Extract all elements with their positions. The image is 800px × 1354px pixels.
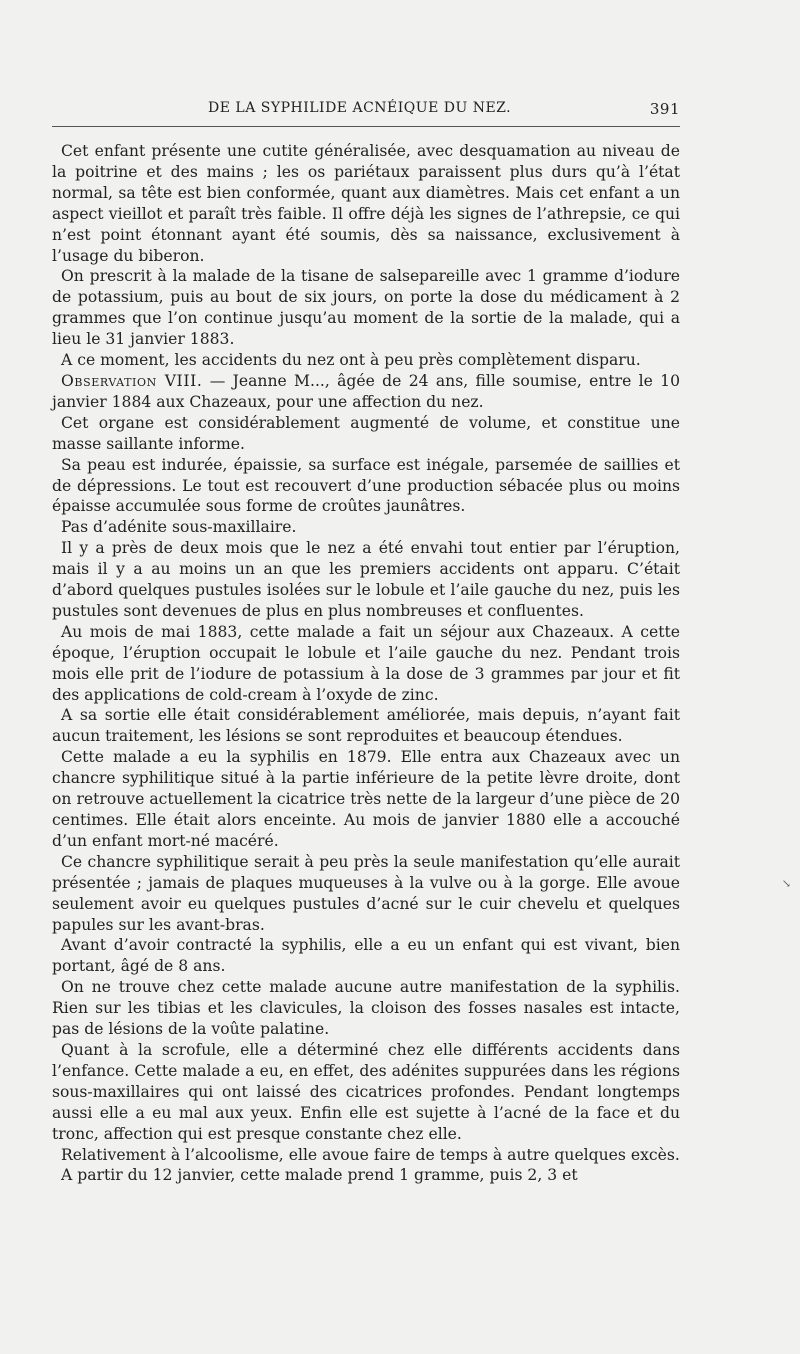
paragraph: On prescrit à la malade de la tisane de salsepareille avec 1 gramme d’iodure de potassium, puis au bout de six jours, on porte la dose du médicament à 2 grammes que l’on continue jusqu’au moment de la sortie de la malade, qui a lieu le 31 janvier 1883.: [52, 267, 680, 349]
paragraph: A partir du 12 janvier, cette malade prend 1 gramme, puis 2, 3 et: [61, 1166, 578, 1185]
observation-text: — Jeanne M..., âgée de 24 ans, fille soumise, entre le 10 janvier 1884 aux Chazeaux, pour une affection du nez.: [52, 371, 681, 411]
observation-heading: Observation VIII.: [61, 371, 203, 390]
paragraph: Cette malade a eu la syphilis en 1879. Elle entra aux Chazeaux avec un chancre syphilitique situé à la partie inférieure de la petite lèvre droite, dont on retrouve actuellement la cicatrice très nette de la largeur d’une pièce de 20 centimes. Elle était alors enceinte. Au mois de janvier 1880 elle a accouché d’un enfant mort-né macéré.: [52, 748, 680, 850]
paragraph: Cet organe est considérablement augmenté de volume, et constitue une masse saillante informe.: [52, 413, 680, 453]
paragraph: Il y a près de deux mois que le nez a été envahi tout entier par l’éruption, mais il y a au moins un an que les premiers accidents ont apparu. C’était d’abord quelques pustules isolées sur le lobule et l’aile gauche du nez, puis les pustules sont devenues de plus en plus nombreuses et confluentes.: [52, 539, 680, 620]
paragraph: Pas d’adénite sous-maxillaire.: [61, 518, 297, 537]
paragraph: Sa peau est indurée, épaissie, sa surface est inégale, parsemée de saillies et de dépressions. Le tout est recouvert d’une production sébacée plus ou moins épaisse accumulée sous forme de croûtes jaunâtres.: [52, 455, 680, 516]
observation-paragraph: [52, 371, 680, 413]
page-number: 391: [649, 100, 680, 118]
paragraph: Ce chancre syphilitique serait à peu près la seule manifestation qu’elle aurait présentée ; jamais de plaques muqueuses à la vulve ou à la gorge. Elle avoue seulement avoir eu quelques pustules d’acné sur le cuir chevelu et quelques papules sur les avant-bras.: [52, 852, 680, 934]
page-header: [0, 0, 800, 130]
paragraph: A sa sortie elle était considérablement améliorée, mais depuis, n’ayant fait aucun traitement, les lésions se sont reproduites et beaucoup étendues.: [52, 706, 680, 746]
paragraph: Relativement à l’alcoolisme, elle avoue faire de temps à autre quelques excès.: [61, 1145, 680, 1164]
running-title: DE LA SYPHILIDE ACNÉIQUE DU NEZ.: [208, 100, 512, 116]
paragraph: A ce moment, les accidents du nez ont à peu près complètement disparu.: [61, 351, 641, 370]
paragraph: Au mois de mai 1883, cette malade a fait un séjour aux Chazeaux. A cette époque, l’éruption occupait le lobule et l’aile gauche du nez. Pendant trois mois elle prit de l’iodure de potassium à la dose de 3 grammes par jour et fit des applications de cold-cream à l’oxyde de zinc.: [52, 622, 680, 704]
paragraph: On ne trouve chez cette malade aucune autre manifestation de la syphilis. Rien sur les tibias et les clavicules, la cloison des fosses nasales est intacte, pas de lésions de la voûte palatine.: [52, 978, 680, 1039]
paragraph: Quant à la scrofule, elle a déterminé chez elle différents accidents dans l’enfance. Cette malade a eu, en effet, des adénites suppurées dans les régions sous-maxillaires qui ont laissé des cicatrices profondes. Pendant longtemps aussi elle a eu mal aux yeux. Enfin elle est sujette à l’acné de la face et du tronc, affection qui est presque constante chez elle.: [52, 1040, 680, 1143]
paragraph: Cet enfant présente une cutite généralisée, avec desquamation au niveau de la poitrine et des mains ; les os pariétaux paraissent plus durs qu’à l’état normal, sa tête est bien conformée, quant aux diamètres. Mais cet enfant a un aspect vieillot et paraît très faible. Il offre déjà les signes de l’athrepsie, ce qui n’est point étonnant ayant été soumis, dès sa naissance, exclusivement à l’usage du biberon.: [52, 142, 680, 265]
margin-mark: ↘: [781, 877, 791, 890]
paragraph: Avant d’avoir contracté la syphilis, elle a eu un enfant qui est vivant, bien portant, âgé de 8 ans.: [52, 936, 680, 976]
header-rule: [52, 126, 680, 127]
main-text: [52, 141, 680, 1186]
